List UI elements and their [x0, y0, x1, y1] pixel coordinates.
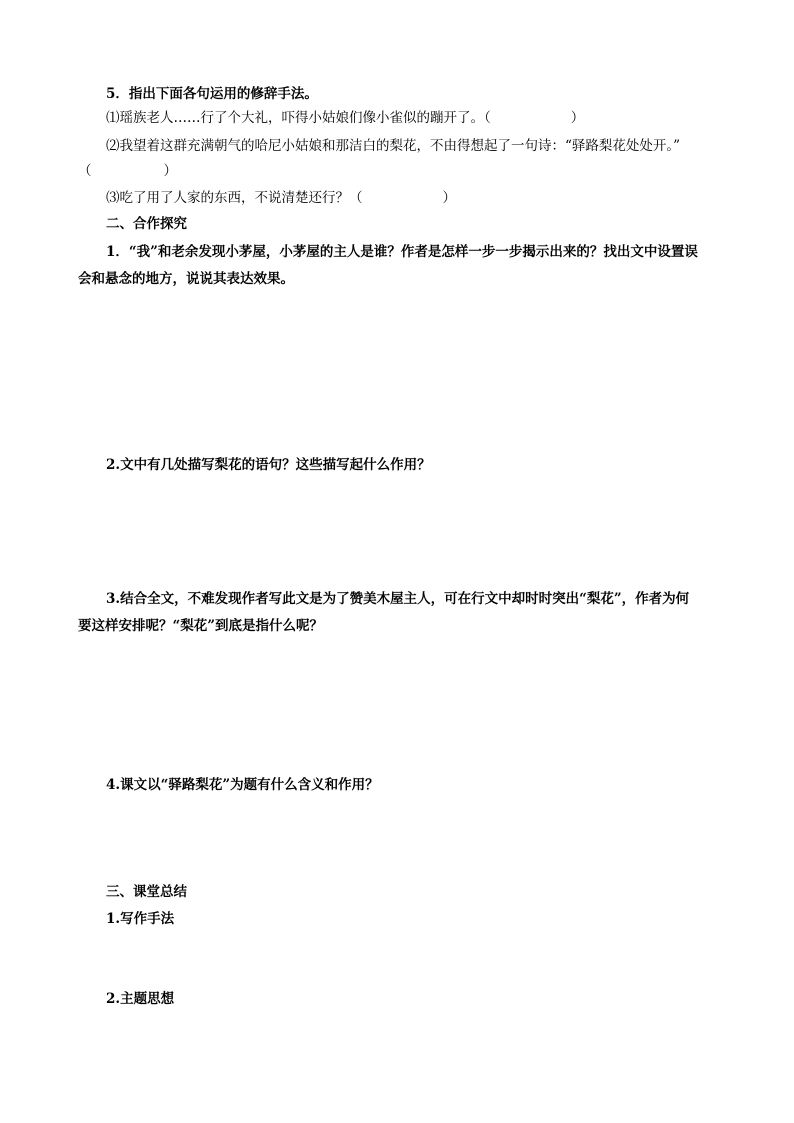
question-5-title: 5．指出下面各句运用的修辞手法。 — [106, 86, 318, 102]
section-2-question-3-line-2: 要这样安排呢？“梨花”到底是指什么呢？ — [78, 618, 324, 634]
section-2-heading: 二、合作探究 — [106, 216, 187, 232]
bracket-close: ） — [163, 163, 177, 179]
sentence-1-text: ⑴瑶族老人……行了个大礼，吓得小姑娘们像小雀似的蹦开了。（ — [106, 110, 491, 126]
bracket-close: ） — [442, 190, 456, 206]
section-2-question-1-line-2: 会和悬念的地方，说说其表达效果。 — [78, 271, 294, 287]
section-3-item-1: 1.写作手法 — [106, 911, 175, 927]
question-5-sentence-2-answer — [78, 161, 177, 181]
bracket-close: ） — [570, 110, 585, 126]
bracket-open: （ — [78, 163, 92, 179]
section-2-question-2: 2.文中有几处描写梨花的语句？这些描写起什么作用？ — [106, 457, 431, 473]
question-5-sentence-1 — [106, 108, 584, 128]
question-5-sentence-3 — [106, 188, 456, 208]
sentence-3-text: ⑶吃了用了人家的东西，不说清楚还行？（ — [106, 190, 363, 206]
section-3-heading: 三、课堂总结 — [106, 884, 187, 900]
section-2-question-3-line-1: 3.结合全文，不难发现作者写此文是为了赞美木屋主人，可在行文中却时时突出“梨花”，作者为何 — [106, 591, 690, 607]
section-3-item-2: 2.主题思想 — [106, 991, 175, 1007]
section-2-question-4: 4.课文以“驿路梨花”为题有什么含义和作用？ — [106, 777, 379, 793]
section-2-question-1-line-1: 1．“我”和老余发现小茅屋，小茅屋的主人是谁？作者是怎样一步一步揭示出来的？找出文中设置误 — [106, 244, 698, 260]
question-5-sentence-2: ⑵我望着这群充满朝气的哈尼小姑娘和那洁白的梨花，不由得想起了一句诗：“驿路梨花处处开。” — [106, 138, 681, 154]
